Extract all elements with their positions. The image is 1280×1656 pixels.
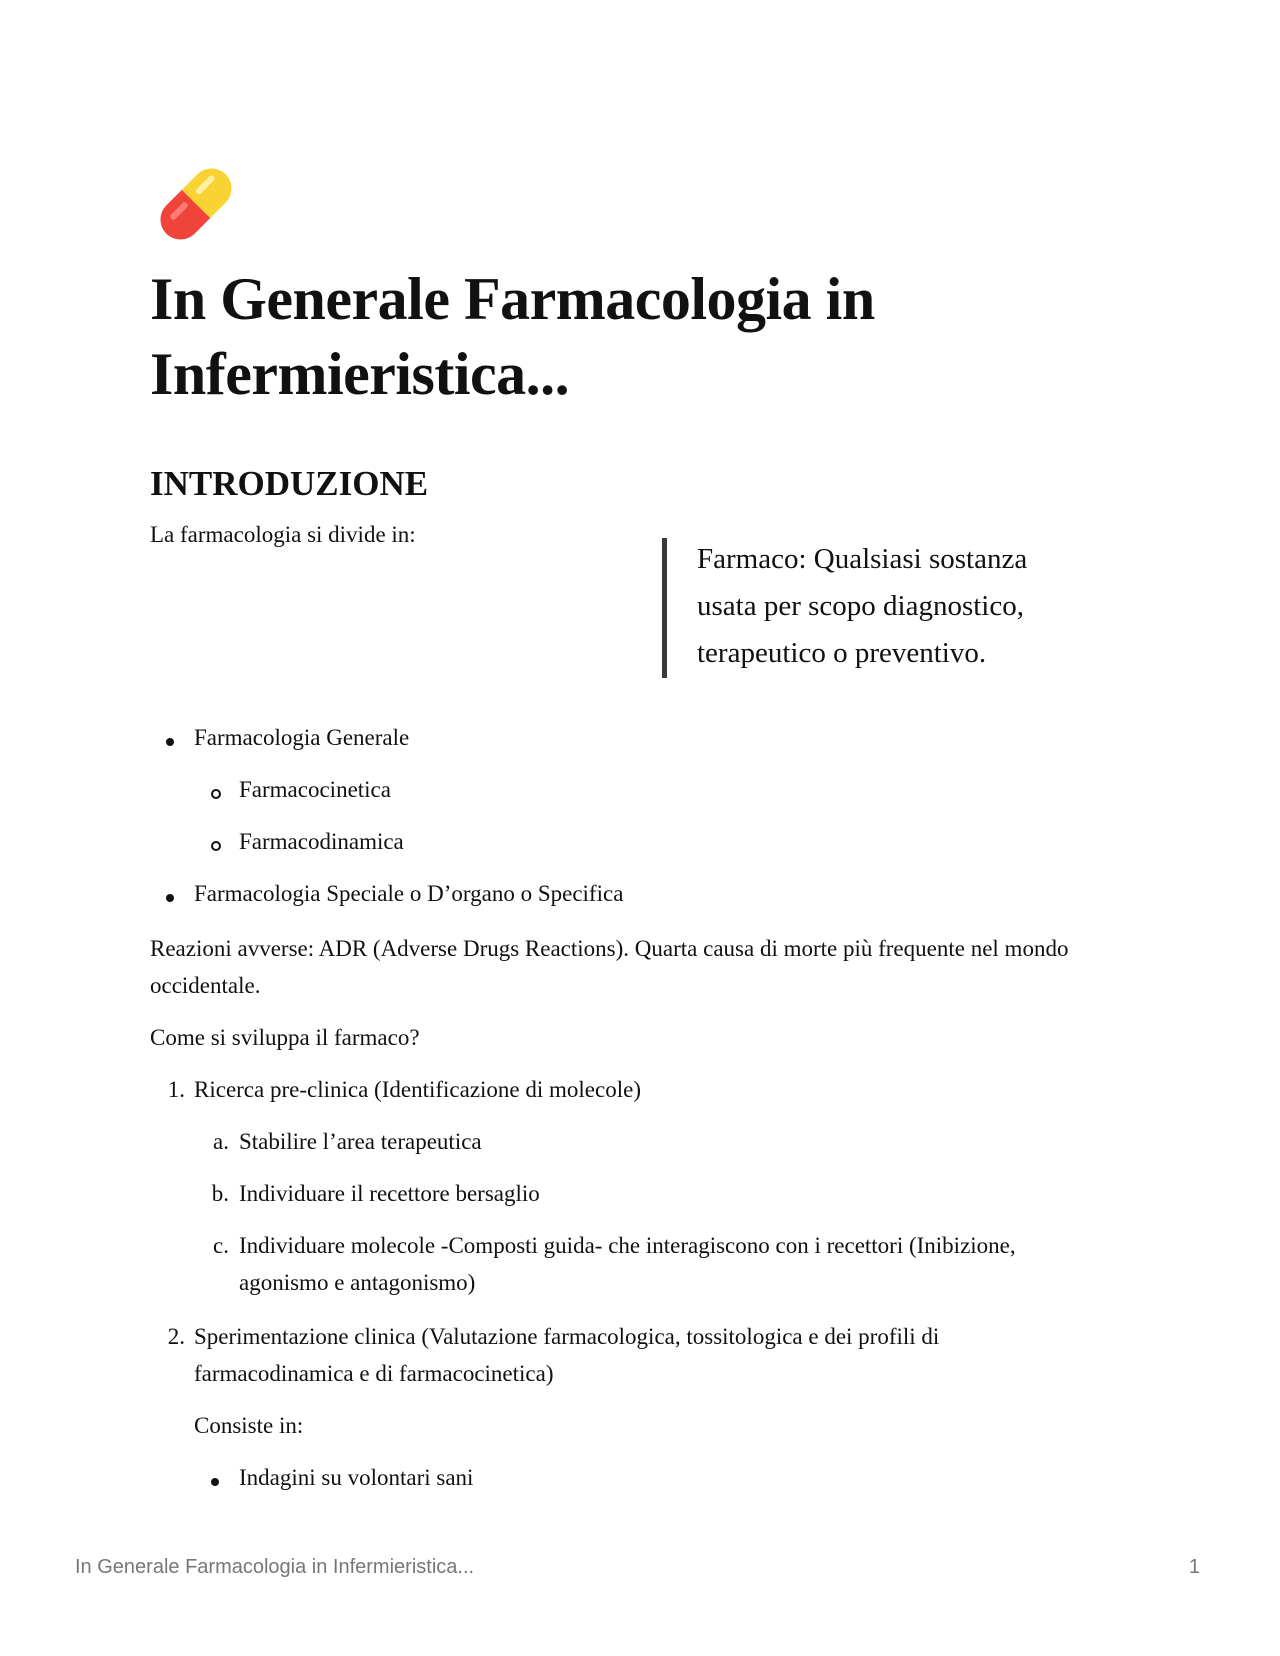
callout-text: Farmaco: Qualsiasi sostanza usata per scopo diagnostico, terapeutico o preventivo. — [697, 543, 1028, 669]
bullet-icon — [166, 894, 174, 902]
list-marker: 1. — [167, 1077, 185, 1102]
list-marker: c. — [213, 1233, 229, 1258]
list-item: Farmacologia Speciale o D’organo o Specifica — [194, 881, 624, 906]
callout-quote — [662, 538, 1082, 678]
intro-text: La farmacologia si divide in: — [150, 522, 416, 547]
bullet-icon — [211, 1478, 219, 1486]
list-item: Sperimentazione clinica (Valutazione farmacologica, tossitologica e dei profili di farmacodinamica e di farmacocinetica) — [194, 1324, 940, 1386]
footer-title: In Generale Farmacologia in Infermieristica... — [75, 1556, 475, 1578]
list-item: Ricerca pre-clinica (Identificazione di molecole) — [194, 1077, 641, 1102]
list-item: Farmacodinamica — [239, 829, 404, 854]
page-number: 1 — [1188, 1556, 1200, 1578]
sub-bullet-icon — [211, 841, 221, 851]
page-title: In Generale Farmacologia in Infermieristica... — [150, 266, 875, 407]
list-item: Stabilire l’area terapeutica — [239, 1129, 482, 1154]
list-item: Farmacologia Generale — [194, 725, 410, 750]
adr-paragraph: Reazioni avverse: ADR (Adverse Drugs Reactions). Quarta causa di morte più frequente nel mondo occidentale. — [150, 936, 1069, 998]
list-item: Farmacocinetica — [239, 777, 391, 802]
question-text: Come si sviluppa il farmaco? — [150, 1025, 420, 1050]
pill-icon — [150, 158, 242, 250]
consists-label: Consiste in: — [194, 1413, 304, 1438]
list-marker: a. — [213, 1129, 229, 1154]
bullet-icon — [166, 738, 174, 746]
list-item: Individuare molecole -Composti guida- che interagiscono con i recettori (Inibizione, agonismo e antagonismo) — [239, 1233, 1016, 1295]
list-marker: b. — [211, 1181, 229, 1206]
list-item: Indagini su volontari sani — [239, 1465, 474, 1490]
sub-bullet-icon — [211, 789, 221, 799]
list-item: Individuare il recettore bersaglio — [239, 1181, 540, 1206]
section-heading: INTRODUZIONE — [150, 464, 429, 503]
list-marker: 2. — [167, 1324, 185, 1349]
